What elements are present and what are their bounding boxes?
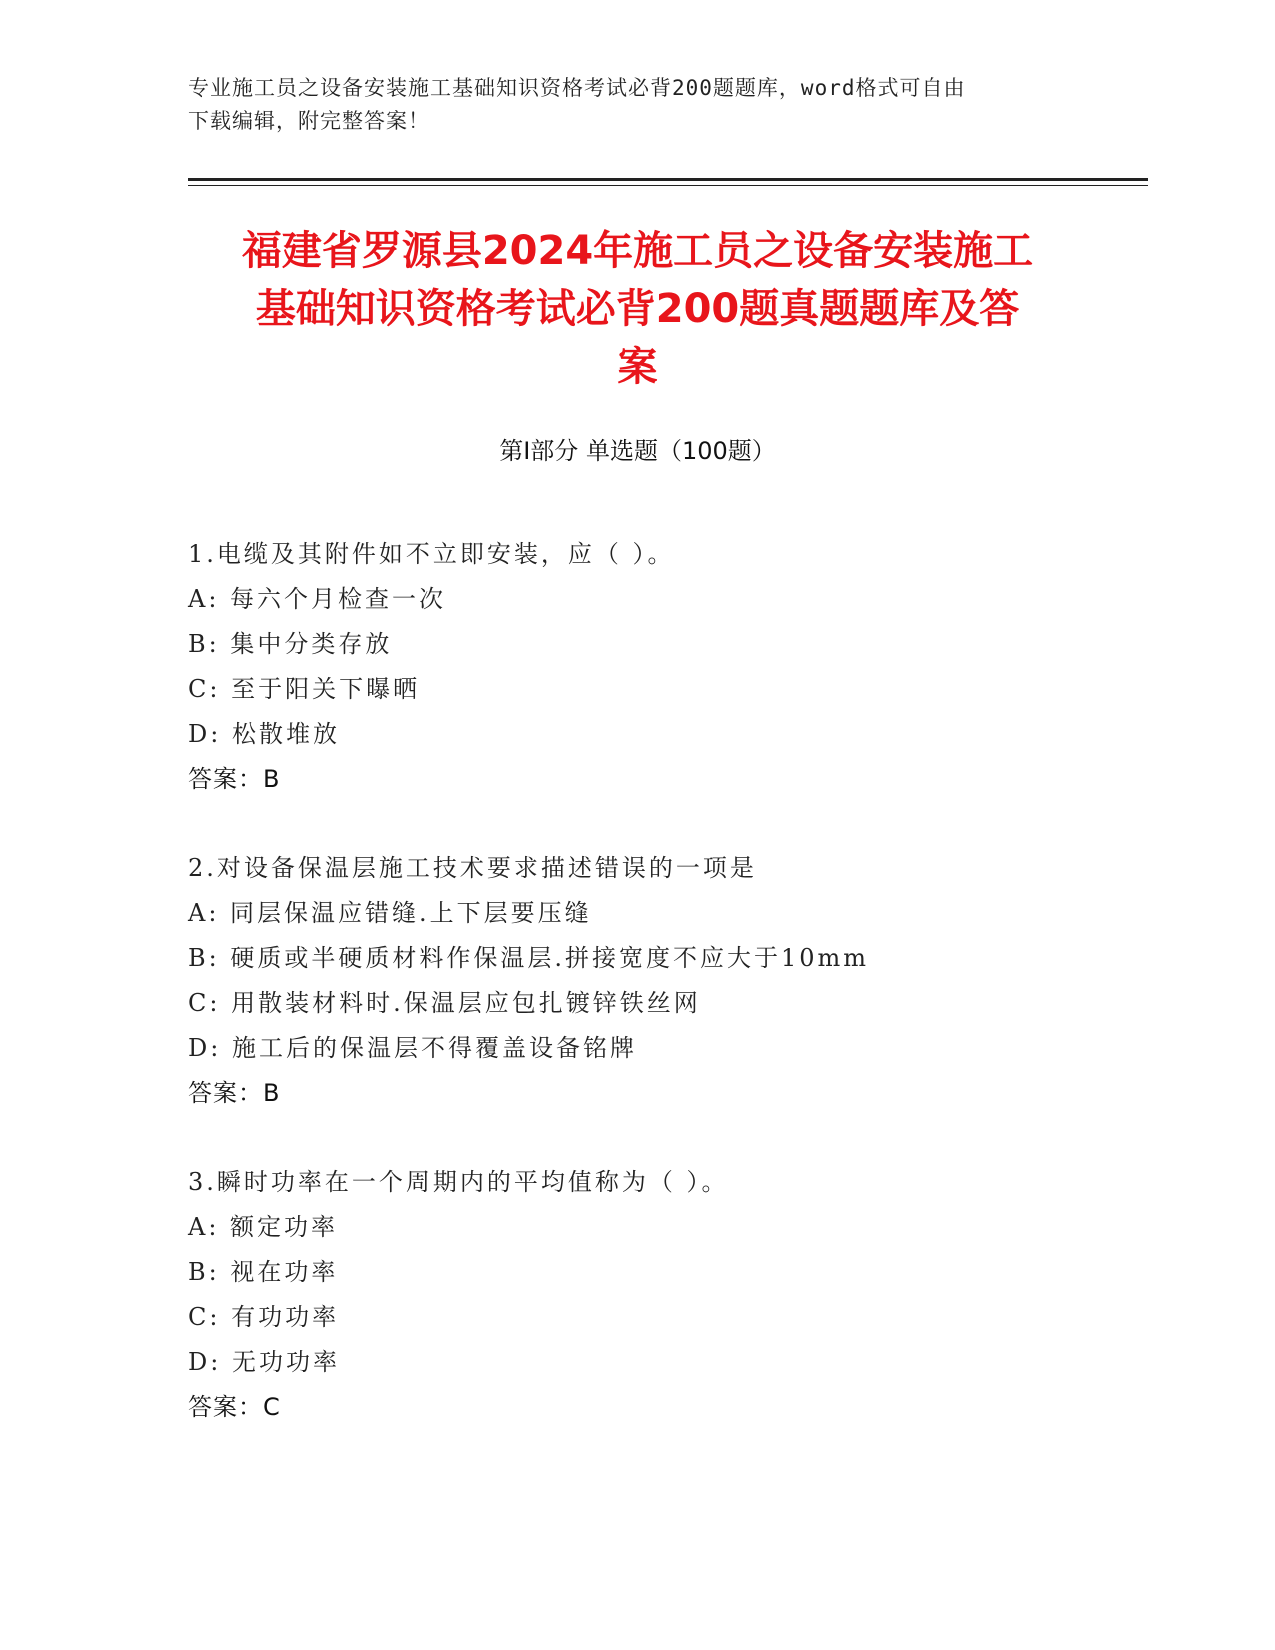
option-c: C: 有功功率 <box>188 1303 340 1331</box>
option-b: B: 视在功率 <box>188 1258 339 1286</box>
header-note-line-1: 专业施工员之设备安装施工基础知识资格考试必背200题题库，word格式可自由 <box>188 76 966 100</box>
answer-line: 答案：C <box>188 1393 281 1421</box>
option-d: D: 无功功率 <box>188 1348 340 1376</box>
option-b: B: 硬质或半硬质材料作保温层.拼接宽度不应大于10mm <box>188 944 870 972</box>
header-divider-thick <box>188 178 1148 181</box>
answer-line: 答案：B <box>188 1079 281 1107</box>
answer-line: 答案：B <box>188 765 281 793</box>
question-list <box>188 532 1148 1474</box>
title-line-2: 基础知识资格考试必背200题真题题库及答 <box>255 286 1020 332</box>
option-d: D: 松散堆放 <box>188 720 340 748</box>
header-note <box>188 72 1088 138</box>
option-a: A: 额定功率 <box>188 1213 339 1241</box>
option-c: C: 至于阳关下曝晒 <box>188 675 421 703</box>
section-heading: 第Ⅰ部分 单选题（100题） <box>499 437 776 465</box>
question-item <box>188 532 1148 802</box>
question-stem: 3.瞬时功率在一个周期内的平均值称为（ ）。 <box>188 1168 729 1196</box>
option-b: B: 集中分类存放 <box>188 630 393 658</box>
question-stem: 2.对设备保温层施工技术要求描述错误的一项是 <box>188 854 757 882</box>
title-line-3: 案 <box>617 344 658 390</box>
option-a: A: 同层保温应错缝.上下层要压缝 <box>188 899 592 927</box>
question-item <box>188 846 1148 1116</box>
title-line-1: 福建省罗源县2024年施工员之设备安装施工 <box>241 228 1034 274</box>
option-c: C: 用散装材料时.保温层应包扎镀锌铁丝网 <box>188 989 701 1017</box>
header-divider-thin <box>188 185 1148 186</box>
question-stem: 1.电缆及其附件如不立即安装，应（ ）。 <box>188 540 675 568</box>
option-a: A: 每六个月检查一次 <box>188 585 447 613</box>
option-d: D: 施工后的保温层不得覆盖设备铭牌 <box>188 1034 637 1062</box>
document-title <box>160 222 1115 396</box>
question-item <box>188 1160 1148 1430</box>
header-note-line-2: 下载编辑，附完整答案！ <box>188 109 430 133</box>
